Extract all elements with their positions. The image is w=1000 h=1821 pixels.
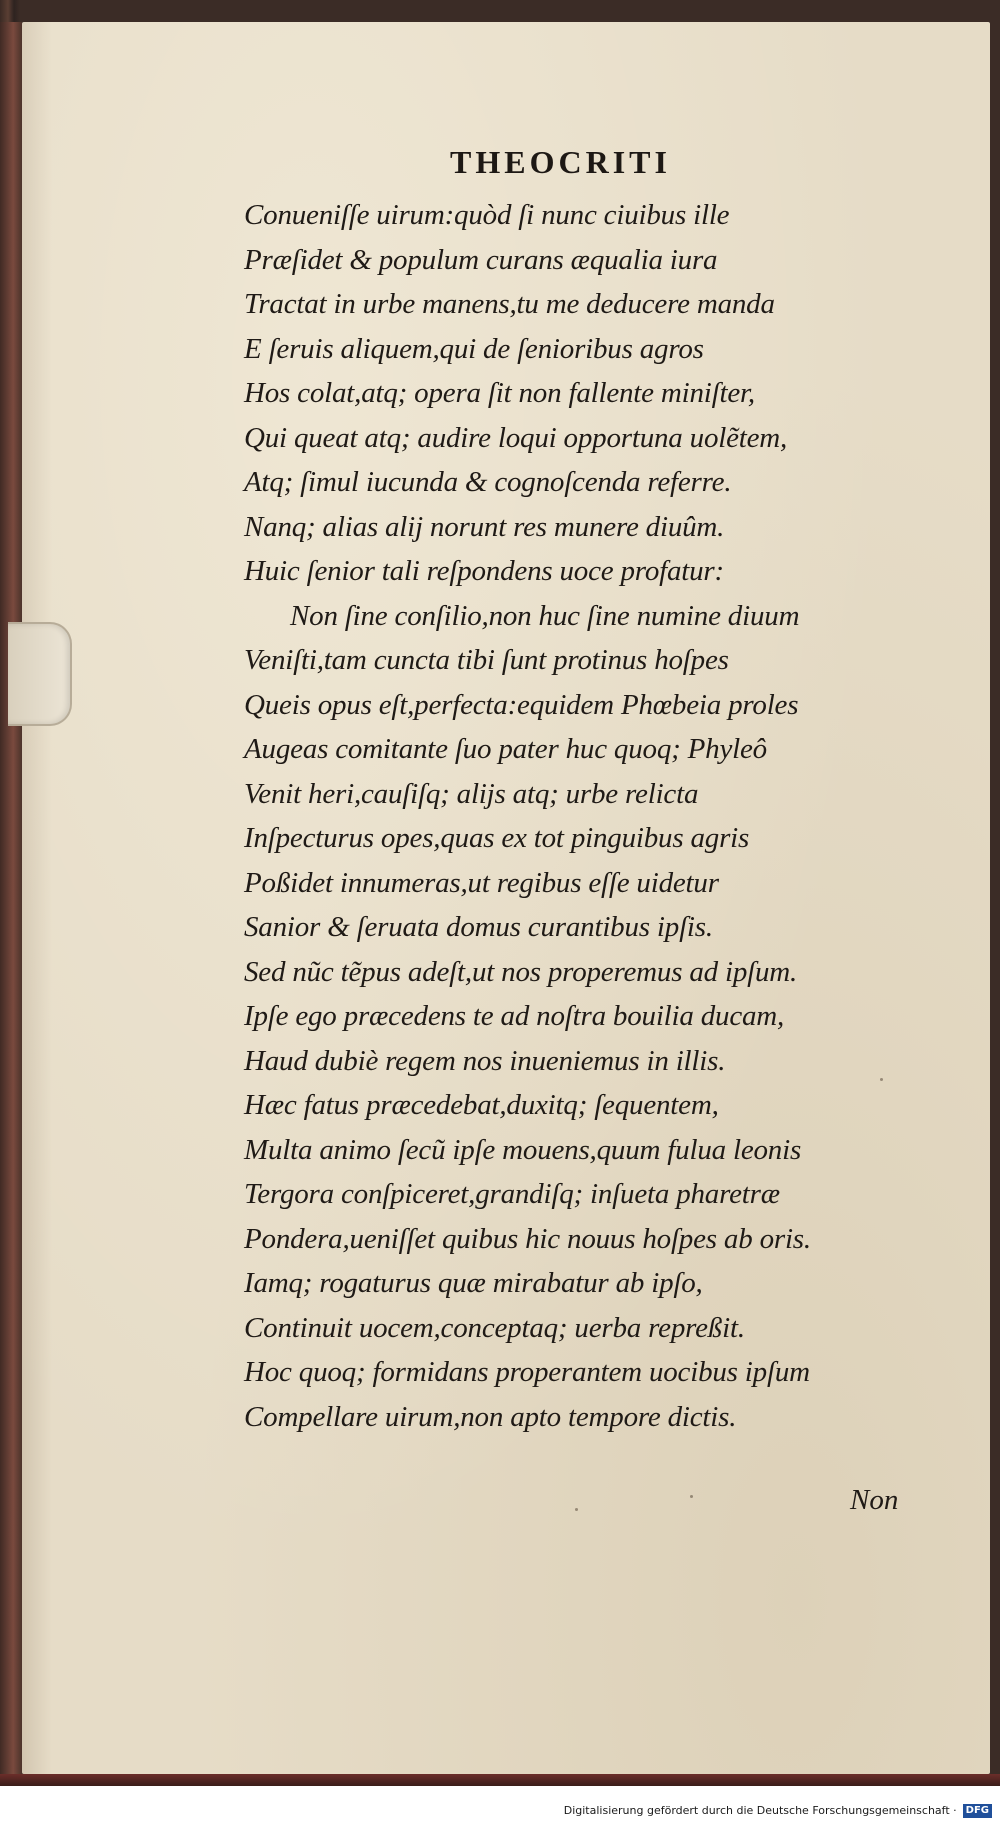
verse-line: Tergora conſpiceret,grandiſq; inſueta pharetræ <box>244 1178 780 1210</box>
verse-line: Compellare uirum,non apto tempore dictis. <box>244 1400 737 1433</box>
verse-line: Poßidet innumeras,ut regibus eſſe uidetur <box>244 866 719 899</box>
verse-line: Tractat in urbe manens,tu me deducere manda <box>244 288 775 320</box>
page-bottom-edge <box>0 1774 1000 1786</box>
verse-line: Inſpecturus opes,quas ex tot pinguibus agris <box>244 822 750 854</box>
verse-line: Ipſe ego præcedens te ad noſtra bouilia ducam, <box>244 1000 785 1032</box>
verse-line: Hoc quoq; formidans properantem uocibus ipſum <box>244 1356 810 1388</box>
credit-text: Digitalisierung gefördert durch die Deutsche Forschungsgemeinschaft · <box>563 1804 957 1817</box>
book-spine-edge <box>0 22 22 1782</box>
catchword: Non <box>850 1484 899 1516</box>
verse-line: Atq; ſimul iucunda & cognoſcenda referre. <box>244 466 732 498</box>
verse-line: Conueniſſe uirum:quòd ſi nunc ciuibus ille <box>244 199 730 231</box>
verse-line: Præſidet & populum curans æqualia iura <box>244 243 718 276</box>
paper-speck <box>880 1078 883 1081</box>
verse-line: Venit heri,cauſiſq; alijs atq; urbe relicta <box>244 777 699 810</box>
dfg-logo-icon: DFG <box>963 1804 992 1818</box>
verse-line: Augeas comitante ſuo pater huc quoq; Phyleô <box>244 733 767 765</box>
verse-line: Sanior & ſeruata domus curantibus ipſis. <box>244 911 713 943</box>
verse-line: Haud dubiè regem nos inueniemus in illis. <box>244 1044 726 1077</box>
running-head: THEOCRITI <box>450 144 671 180</box>
page-marker-tab <box>8 622 72 726</box>
verse-line-indented: Non ſine conſilio,non huc ſine numine diuum <box>290 599 800 632</box>
verse-line: Hos colat,atq; opera ſit non fallente miniſter, <box>244 377 755 409</box>
verse-line: Queis opus eſt,perfecta:equidem Phœbeia proles <box>244 688 799 721</box>
verse-line: Hæc fatus præcedebat,duxitq; ſequentem, <box>244 1089 719 1121</box>
verse-line: Pondera,ueniſſet quibus hic nouus hoſpes ab oris. <box>244 1222 811 1255</box>
verse-line: Continuit uocem,conceptaq; uerba repreßit. <box>244 1311 745 1344</box>
verse-line: Iamq; rogaturus quæ mirabatur ab ipſo, <box>244 1267 703 1299</box>
verse-text <box>244 193 934 1439</box>
paper-speck <box>690 1495 693 1498</box>
verse-line: Multa animo ſecũ ipſe mouens,quum fulua leonis <box>244 1133 802 1166</box>
paper-speck <box>575 1508 578 1511</box>
verse-line: Qui queat atq; audire loqui opportuna uolẽtem, <box>244 421 788 454</box>
verse-line: Veniſti,tam cuncta tibi ſunt protinus hoſpes <box>244 644 729 676</box>
verse-line: E ſeruis aliquem,qui de ſenioribus agros <box>244 332 704 365</box>
verse-line: Huic ſenior tali reſpondens uoce profatur: <box>244 555 724 587</box>
digitization-credit <box>564 1800 992 1821</box>
verse-line: Sed nũc tẽpus adeſt,ut nos properemus ad ipſum. <box>244 955 798 988</box>
verse-line: Nanq; alias alij norunt res munere diuûm. <box>244 510 725 543</box>
